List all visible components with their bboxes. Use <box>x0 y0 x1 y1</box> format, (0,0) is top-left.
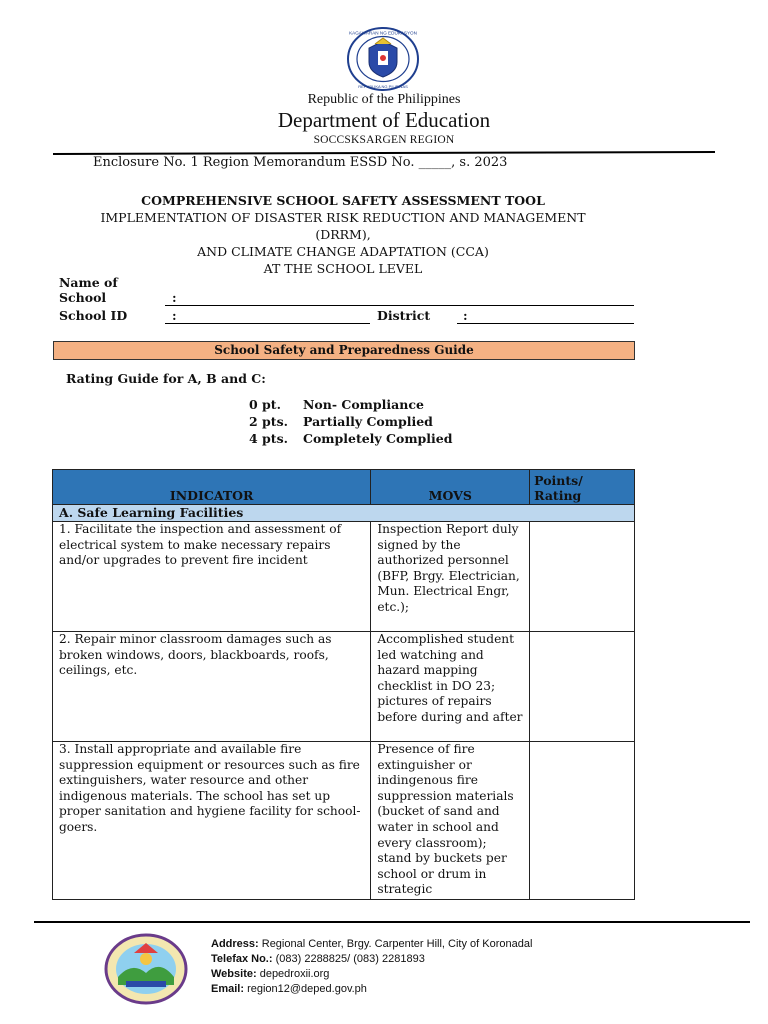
district-colon: : <box>463 308 468 323</box>
enclosure-line: Enclosure No. 1 Region Memorandum ESSD No. _____, s. 2023 <box>93 155 508 170</box>
points-header-line-1: Points/ <box>534 473 583 488</box>
section-row <box>53 505 635 522</box>
svg-text:KAGAWARAN NG EDUKASYON: KAGAWARAN NG EDUKASYON <box>349 30 417 36</box>
indicator-header: INDICATOR <box>53 470 371 505</box>
address-value: Regional Center, Brgy. Carpenter Hill, City of Koronadal <box>261 938 533 950</box>
indicator-cell: 2. Repair minor classroom damages such as broken windows, doors, blackboards, roofs, ceilings, etc. <box>53 632 371 742</box>
rating-points: 2 pts. <box>249 414 288 429</box>
rating-item <box>249 431 453 446</box>
email-link[interactable]: region12@deped.gov.ph <box>247 983 367 995</box>
district-field[interactable] <box>457 323 634 324</box>
region-line: SOCCSKSARGEN REGION <box>313 134 455 146</box>
table-row <box>53 522 635 632</box>
table-row <box>53 632 635 742</box>
address-label: Address: <box>211 938 259 950</box>
school-id-label: School ID <box>59 308 128 323</box>
email-label: Email: <box>211 983 245 995</box>
svg-text:REPUBLIKA NG PILIPINAS: REPUBLIKA NG PILIPINAS <box>358 84 408 89</box>
points-cell[interactable] <box>530 742 635 900</box>
rating-guide-title: Rating Guide for A, B and C: <box>66 371 266 386</box>
document-title <box>53 192 633 277</box>
rating-label: Completely Complied <box>303 431 453 446</box>
rating-item <box>249 414 433 429</box>
points-cell[interactable] <box>530 632 635 742</box>
title-line-5: AT THE SCHOOL LEVEL <box>263 261 423 276</box>
title-line-1: COMPREHENSIVE SCHOOL SAFETY ASSESSMENT TOOL <box>141 193 545 208</box>
school-name-label-line-1: Name of <box>59 275 118 290</box>
indicator-cell: 3. Install appropriate and available fire suppression equipment or resources such as fire extinguishers, water resource and other indigenous materials. The school has set up proper sanitation and hygiene facility for school-goers. <box>53 742 371 900</box>
table-header-row <box>53 470 635 505</box>
address-line <box>211 937 532 953</box>
school-name-label <box>59 275 118 305</box>
website-label: Website: <box>211 968 257 980</box>
assessment-table <box>52 469 635 900</box>
website-link[interactable]: depedroxii.org <box>259 968 330 980</box>
title-line-3: (DRRM), <box>315 227 371 242</box>
title-line-2: IMPLEMENTATION OF DISASTER RISK REDUCTION AND MANAGEMENT <box>100 210 586 225</box>
department-title: Department of Education <box>277 108 491 132</box>
school-name-colon: : <box>172 290 177 305</box>
telefax-label: Telefax No.: <box>211 953 273 965</box>
section-a-label: A. Safe Learning Facilities <box>53 505 635 522</box>
rating-points: 0 pt. <box>249 397 281 412</box>
website-line <box>211 967 329 983</box>
rating-item <box>249 397 424 412</box>
points-header-line-2: Rating <box>534 488 582 503</box>
movs-cell: Accomplished student led watching and hazard mapping checklist in DO 23; pictures of repairs before during and after <box>371 632 530 742</box>
points-header <box>530 470 635 505</box>
rating-label: Partially Complied <box>303 414 433 429</box>
school-name-field[interactable] <box>165 305 634 306</box>
rating-label: Non- Compliance <box>303 397 424 412</box>
movs-cell: Presence of fire extinguisher or indingenous fire suppression materials (bucket of sand and water in school and every classroom); stand by buckets per school or drum in strategic <box>371 742 530 900</box>
indicator-cell: 1. Facilitate the inspection and assessment of electrical system to make necessary repairs and/or upgrades to prevent fire incident <box>53 522 371 632</box>
footer-divider <box>34 921 750 923</box>
district-label: District <box>377 308 431 323</box>
table-row <box>53 742 635 900</box>
telefax-value: (083) 2288825/ (083) 2281893 <box>275 953 425 965</box>
movs-cell: Inspection Report duly signed by the authorized personnel (BFP, Brgy. Electrician, Mun. Electrical Engr, etc.); <box>371 522 530 632</box>
movs-header: MOVS <box>371 470 530 505</box>
school-id-field[interactable] <box>165 323 370 324</box>
telefax-line <box>211 952 425 968</box>
school-name-label-line-2: School <box>59 290 107 305</box>
rating-points: 4 pts. <box>249 431 288 446</box>
title-line-4: AND CLIMATE CHANGE ADAPTATION (CCA) <box>197 244 489 259</box>
region-xii-logo <box>104 933 188 1005</box>
school-id-colon: : <box>172 308 177 323</box>
republic-line: Republic of the Philippines <box>307 92 461 107</box>
deped-seal-logo <box>345 26 421 92</box>
email-line <box>211 982 367 998</box>
points-cell[interactable] <box>530 522 635 632</box>
guide-title-bar: School Safety and Preparedness Guide <box>53 341 635 360</box>
